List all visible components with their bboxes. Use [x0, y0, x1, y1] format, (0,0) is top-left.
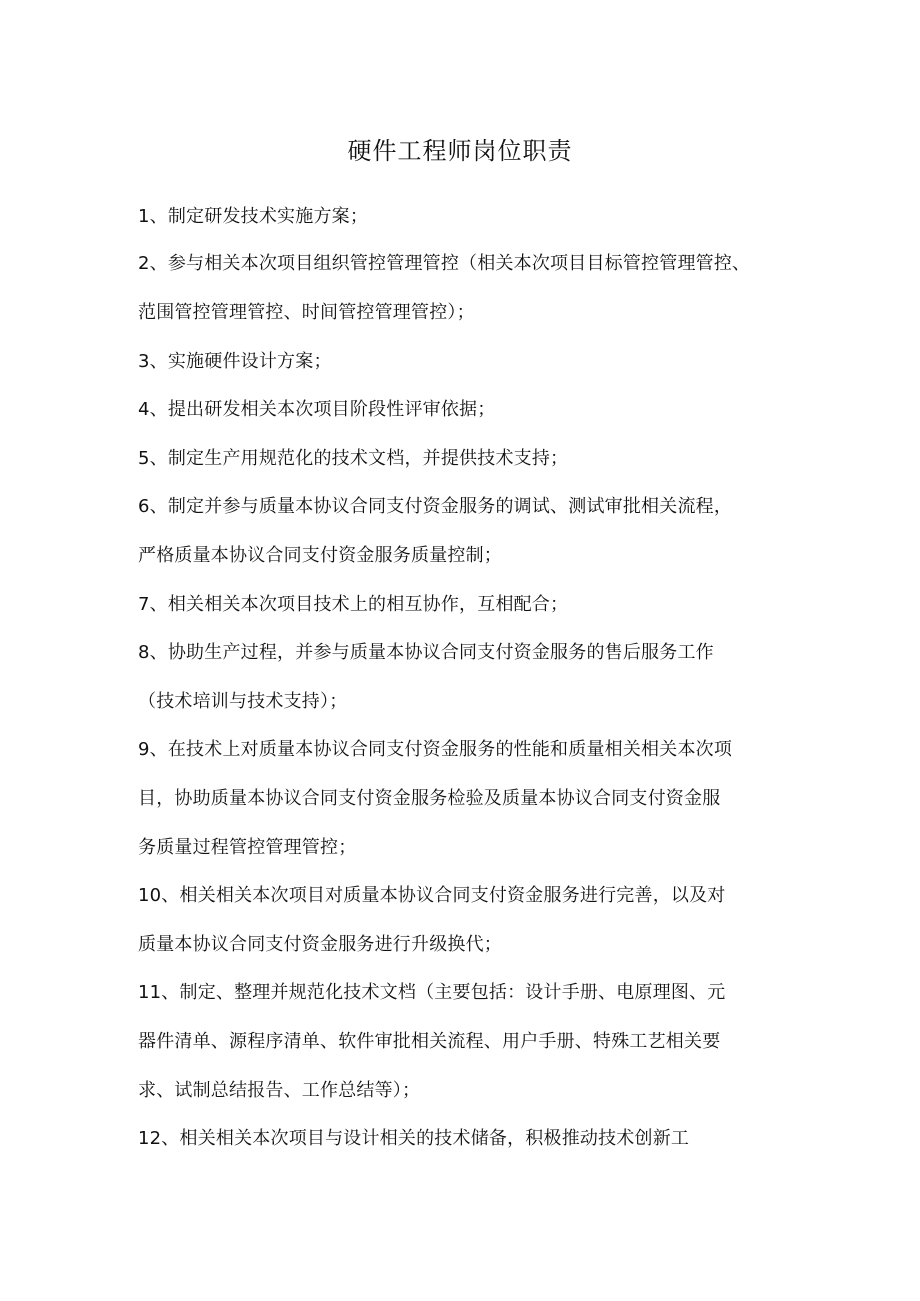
list-item: 7、相关相关本次项目技术上的相互协作，互相配合； [138, 594, 569, 615]
list-item: 11、制定、整理并规范化技术文档（主要包括：设计手册、电原理图、元 [138, 982, 726, 1003]
list-item-continuation: 务质量过程管控管理管控； [138, 837, 357, 858]
list-item: 1、制定研发技术实施方案； [138, 206, 369, 227]
list-item-continuation: （技术培训与技术支持）； [138, 691, 348, 712]
list-item: 6、制定并参与质量本协议合同支付资金服务的调试、测试审批相关流程， [138, 496, 733, 517]
list-item: 3、实施硬件设计方案； [138, 351, 332, 372]
list-item-continuation: 器件清单、源程序清单、软件审批相关流程、用户手册、特殊工艺相关要 [138, 1031, 721, 1052]
list-item-continuation: 严格质量本协议合同支付资金服务质量控制； [138, 545, 502, 566]
list-item-continuation: 范围管控管理管控、时间管控管理管控）； [138, 302, 475, 323]
list-item-continuation: 求、试制总结报告、工作总结等）； [138, 1080, 421, 1101]
list-item: 12、相关相关本次项目与设计相关的技术储备，积极推动技术创新工 [138, 1128, 690, 1149]
list-item: 2、参与相关本次项目组织管控管理管控（相关本次项目目标管控管理管控、 [138, 253, 751, 274]
list-item: 8、协助生产过程，并参与质量本协议合同支付资金服务的售后服务工作 [138, 642, 714, 663]
list-item-continuation: 质量本协议合同支付资金服务进行升级换代； [138, 934, 502, 955]
list-item-continuation: 目，协助质量本协议合同支付资金服务检验及质量本协议合同支付资金服 [138, 788, 721, 809]
list-item: 9、在技术上对质量本协议合同支付资金服务的性能和质量相关相关本次项 [138, 739, 733, 760]
list-item: 4、提出研发相关本次项目阶段性评审依据； [138, 399, 496, 420]
page-title: 硬件工程师岗位职责 [347, 137, 573, 165]
list-item: 10、相关相关本次项目对质量本协议合同支付资金服务进行完善，以及对 [138, 885, 726, 906]
list-item: 5、制定生产用规范化的技术文档，并提供技术支持； [138, 448, 569, 469]
